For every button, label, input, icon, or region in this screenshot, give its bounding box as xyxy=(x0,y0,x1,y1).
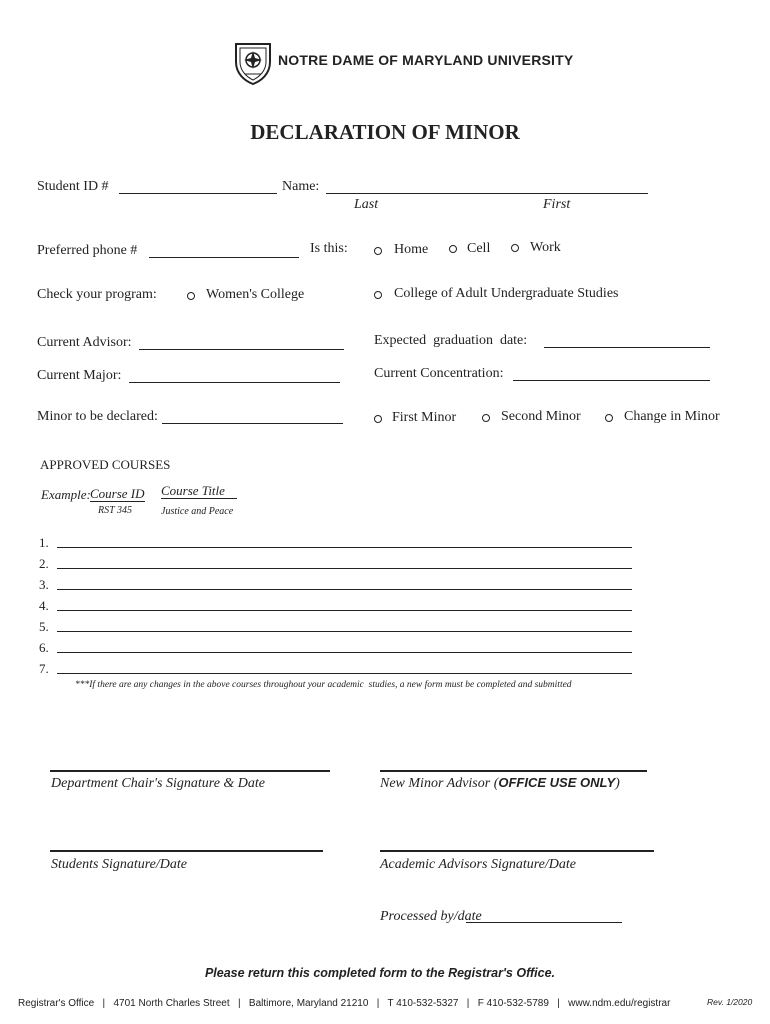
course-row-number: 2. xyxy=(39,556,49,571)
adult-studies-radio[interactable] xyxy=(374,291,382,299)
new-advisor-label xyxy=(380,775,620,792)
new-advisor-suffix: ) xyxy=(615,776,620,791)
work-label: Work xyxy=(530,240,561,255)
second-minor-label: Second Minor xyxy=(501,409,581,424)
course-row-field[interactable] xyxy=(57,631,632,632)
revision-label: Rev. 1/2020 xyxy=(707,997,753,1007)
new-advisor-signature-line[interactable] xyxy=(380,770,647,772)
new-advisor-prefix: New Minor Advisor ( xyxy=(380,776,499,791)
first-minor-radio[interactable] xyxy=(374,415,382,423)
university-name: NOTRE DAME OF MARYLAND UNIVERSITY xyxy=(278,52,574,68)
academic-advisor-signature-label: Academic Advisors Signature/Date xyxy=(380,857,576,872)
course-row-field[interactable] xyxy=(57,568,632,569)
first-name-label: First xyxy=(543,197,571,212)
course-row-number: 5. xyxy=(39,619,49,634)
approved-courses-heading: APPROVED COURSES xyxy=(40,457,171,472)
course-row-number: 1. xyxy=(39,535,49,550)
example-label: Example: xyxy=(41,487,91,502)
name-field[interactable] xyxy=(326,193,648,194)
minor-label: Minor to be declared: xyxy=(37,409,158,424)
grad-date-label: Expected graduation date: xyxy=(374,333,528,348)
example-course-id: RST 345 xyxy=(98,505,132,516)
grad-date-field[interactable] xyxy=(544,347,710,348)
phone-field[interactable] xyxy=(149,257,299,258)
course-id-header: Course ID xyxy=(90,486,145,501)
major-field[interactable] xyxy=(129,382,340,383)
office-use-only: OFFICE USE ONLY xyxy=(498,775,616,790)
womens-college-radio[interactable] xyxy=(187,292,195,300)
change-minor-label: Change in Minor xyxy=(624,409,720,424)
second-minor-radio[interactable] xyxy=(482,414,490,422)
student-signature-label: Students Signature/Date xyxy=(51,857,187,872)
adult-studies-label: College of Adult Undergraduate Studies xyxy=(394,286,619,301)
name-label: Name: xyxy=(282,179,320,194)
example-course-title: Justice and Peace xyxy=(161,506,234,517)
course-row-number: 6. xyxy=(39,640,49,655)
advisor-field[interactable] xyxy=(139,349,344,350)
dept-chair-signature-label: Department Chair's Signature & Date xyxy=(51,776,266,791)
course-row-field[interactable] xyxy=(57,673,632,674)
concentration-label: Current Concentration: xyxy=(374,366,504,381)
cell-label: Cell xyxy=(467,241,491,256)
home-label: Home xyxy=(394,242,429,257)
shield-crest-icon xyxy=(233,40,273,86)
page-title: DECLARATION OF MINOR xyxy=(250,120,520,144)
processed-by-label: Processed by/date xyxy=(380,909,482,924)
last-name-label: Last xyxy=(354,197,379,212)
cell-radio[interactable] xyxy=(449,245,457,253)
major-label: Current Major: xyxy=(37,368,122,383)
course-row-number: 7. xyxy=(39,661,49,676)
footer-address: Registrar's Office | 4701 North Charles Street | Baltimore, Maryland 21210 | T 410-532-5327 | F 410-532-5789 | www.ndm.edu/registrar xyxy=(18,998,671,1009)
advisor-label: Current Advisor: xyxy=(37,335,132,350)
processed-by-field[interactable] xyxy=(466,922,622,923)
student-signature-line[interactable] xyxy=(50,850,323,852)
home-radio[interactable] xyxy=(374,247,382,255)
return-note: Please return this completed form to the Registrar's Office. xyxy=(204,966,556,980)
academic-advisor-signature-line[interactable] xyxy=(380,850,654,852)
change-minor-radio[interactable] xyxy=(605,414,613,422)
course-row-number: 3. xyxy=(39,577,49,592)
is-this-label: Is this: xyxy=(310,241,348,256)
minor-field[interactable] xyxy=(162,423,343,424)
course-row-field[interactable] xyxy=(57,547,632,548)
womens-college-label: Women's College xyxy=(206,287,305,302)
phone-label: Preferred phone # xyxy=(37,243,138,258)
first-minor-label: First Minor xyxy=(392,410,457,425)
course-row-field[interactable] xyxy=(57,589,632,590)
concentration-field[interactable] xyxy=(513,380,710,381)
course-title-header: Course Title xyxy=(161,484,237,499)
course-row-field[interactable] xyxy=(57,610,632,611)
course-change-note: ***If there are any changes in the above courses throughout your academic studies, a new form must be completed and submitted xyxy=(75,680,572,690)
course-row-number: 4. xyxy=(39,598,49,613)
student-id-field[interactable] xyxy=(119,193,277,194)
program-label: Check your program: xyxy=(37,287,157,302)
dept-chair-signature-line[interactable] xyxy=(50,770,330,772)
course-row-field[interactable] xyxy=(57,652,632,653)
student-id-label: Student ID # xyxy=(37,179,109,194)
work-radio[interactable] xyxy=(511,244,519,252)
